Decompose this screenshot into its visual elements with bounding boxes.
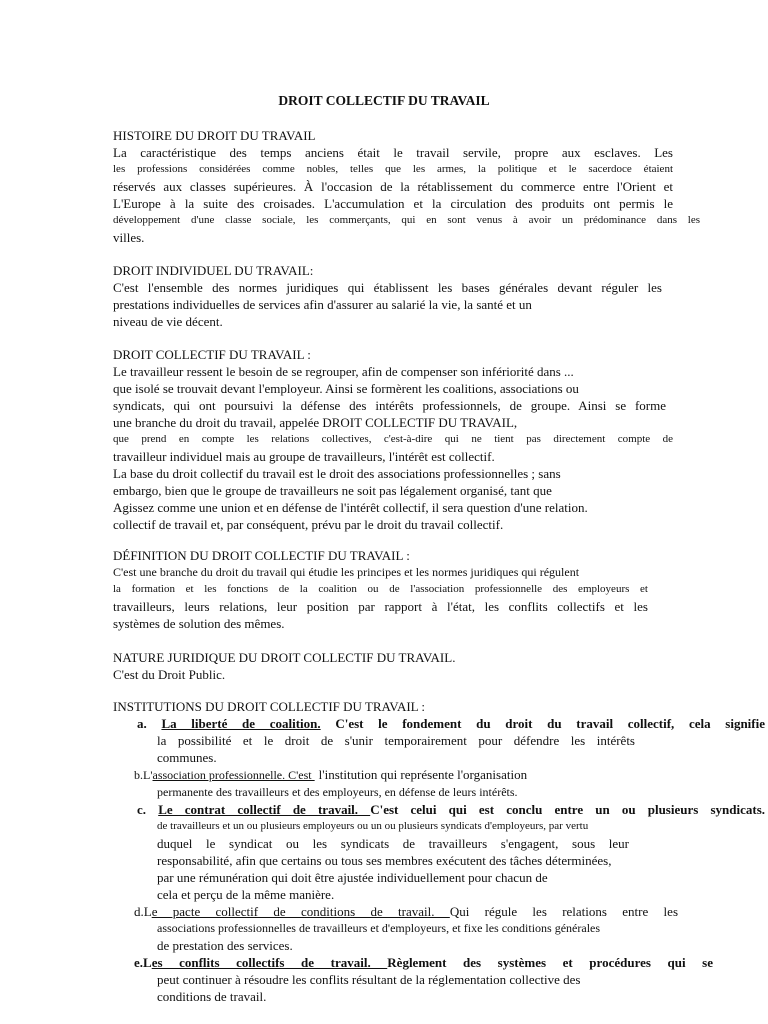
paragraph-line: L'Europe à la suite des croisades. L'accumulation et la circulation des produits ont permis le [113, 196, 673, 211]
paragraph-line: la formation et les fonctions de la coalition ou de l'association professionnelle des employeurs et [113, 583, 648, 595]
institution-item-d [113, 903, 763, 954]
document-title: DROIT COLLECTIF DU TRAVAIL [278, 93, 490, 108]
paragraph-line: La caractéristique des temps anciens était le travail servile, propre aux esclaves. Les [113, 145, 673, 160]
paragraph-line: duquel le syndicat ou les syndicats de travailleurs s'engagent, sous leur [157, 836, 629, 851]
paragraph-line: prestations individuelles de services afin d'assurer au salarié la vie, la santé et un [113, 297, 532, 312]
paragraph-line: de prestation des services. [157, 938, 293, 953]
paragraph-line: permanente des travailleurs et des employeurs, en défense de leurs intérêts. [157, 785, 518, 799]
paragraph-line: systèmes de solution des mêmes. [113, 616, 285, 631]
item-lead-line [113, 766, 763, 784]
section-definition [113, 547, 673, 632]
paragraph-line: associations professionnelles de travailleurs et d'employeurs, et fixe les conditions générales [157, 921, 601, 935]
paragraph-line: de travailleurs et un ou plusieurs employeurs ou un ou plusieurs syndicats d'employeurs, par vertu [157, 820, 589, 832]
item-marker: c. [137, 802, 147, 817]
item-term: es conflits collectifs de travail. [151, 955, 388, 970]
item-marker: a. [137, 716, 147, 731]
paragraph-line: que prend en compte les relations collectives, c'est-à-dire qui ne tient pas directement compte de [113, 433, 673, 445]
paragraph-line: communes. [157, 750, 217, 765]
item-text: C'est celui qui est conclu entre un ou plusieurs syndicats. [370, 802, 766, 817]
paragraph-line: niveau de vie décent. [113, 314, 223, 329]
item-marker: b.L' [134, 768, 153, 782]
paragraph-line: cela et perçu de la même manière. [157, 887, 335, 902]
item-marker: d.L [134, 904, 152, 919]
section-heading: HISTOIRE DU DROIT DU TRAVAIL [113, 128, 316, 143]
paragraph-line: une branche du droit du travail, appelée DROIT COLLECTIF DU TRAVAIL, [113, 415, 518, 430]
institution-item-e [113, 954, 763, 1005]
item-lead-line [113, 954, 713, 971]
item-lead-line [113, 801, 765, 818]
item-term: e pacte collectif de conditions de travail. [151, 904, 450, 919]
item-term: Le contrat collectif de travail. [158, 802, 371, 817]
paragraph-line: responsabilité, afin que certains ou tous ses membres exécutent des tâches déterminées, [157, 853, 612, 868]
paragraph-line: que isolé se trouvait devant l'employeur. Ainsi se formèrent les coalitions, associations ou [113, 381, 579, 396]
paragraph-line: conditions de travail. [157, 989, 267, 1004]
item-text: l'institution qui représente l'organisation [318, 767, 528, 782]
paragraph-line: Le travailleur ressent le besoin de se regrouper, afin de compenser son infériorité dans ... [113, 364, 574, 379]
section-heading: DÉFINITION DU DROIT COLLECTIF DU TRAVAIL : [113, 548, 410, 563]
section-collectif [113, 346, 673, 533]
paragraph-line: par une rémunération qui doit être ajustée individuellement pour chacun de [157, 870, 548, 885]
paragraph-line: la possibilité et le droit de s'unir temporairement pour défendre les intérêts [157, 733, 635, 748]
section-heading: DROIT INDIVIDUEL DU TRAVAIL: [113, 263, 314, 278]
item-text: Qui régule les relations entre les [449, 904, 678, 919]
paragraph-line: Agissez comme une union et en défense de l'intérêt collectif, il sera question d'une relation. [113, 500, 588, 515]
item-text: C'est le fondement du droit du travail collectif, cela signifie [320, 716, 766, 731]
section-histoire [113, 127, 700, 246]
paragraph-line: travailleurs, leurs relations, leur position par rapport à l'état, les conflits collectifs et les [113, 599, 648, 614]
paragraph-line: syndicats, qui ont poursuivi la défense des intérêts professionnels, de groupe. Ainsi se forme [113, 398, 666, 413]
paragraph-line: C'est une branche du droit du travail qui étudie les principes et les normes juridiques qui régulent [113, 565, 580, 579]
paragraph-line: travailleur individuel mais au groupe de travailleurs, l'intérêt est collectif. [113, 449, 495, 464]
paragraph-line: C'est l'ensemble des normes juridiques qui établissent les bases générales devant réguler les [113, 280, 662, 295]
section-individuel [113, 262, 673, 330]
item-term: association professionnelle. C'est [152, 768, 315, 782]
section-nature [113, 649, 673, 683]
item-term: La liberté de coalition. [161, 716, 321, 731]
institution-item-c [113, 801, 766, 903]
institution-item-b [113, 766, 763, 801]
paragraph-line: les professions considérées comme nobles, telles que les armes, la politique et le sacerdoce étaient [113, 163, 673, 175]
paragraph-line: développement d'une classe sociale, les commerçants, qui en sont venus à avoir un prédominance dans les [113, 214, 700, 226]
paragraph-line: La base du droit collectif du travail est le droit des associations professionnelles ; sans [113, 466, 561, 481]
section-institutions [113, 698, 766, 1005]
paragraph-line: C'est du Droit Public. [113, 667, 226, 682]
item-text: Règlement des systèmes et procédures qui se [387, 955, 713, 970]
section-heading: INSTITUTIONS DU DROIT COLLECTIF DU TRAVAIL : [113, 699, 425, 714]
item-marker: e.L [134, 955, 152, 970]
paragraph-line: villes. [113, 230, 145, 245]
paragraph-line: embargo, bien que le groupe de travailleurs ne soit pas légalement organisé, tant que [113, 483, 552, 498]
paragraph-line: réservés aux classes supérieures. À l'occasion de la rétablissement du commerce entre l'Orient et [113, 179, 673, 194]
paragraph-line: collectif de travail et, par conséquent, prévu par le droit du travail collectif. [113, 517, 504, 532]
item-lead-line [113, 903, 678, 920]
section-heading: DROIT COLLECTIF DU TRAVAIL : [113, 347, 311, 362]
item-lead-line [113, 715, 765, 732]
paragraph-line: peut continuer à résoudre les conflits résultant de la réglementation collective des [157, 972, 581, 987]
section-heading: NATURE JURIDIQUE DU DROIT COLLECTIF DU TRAVAIL. [113, 650, 456, 665]
institution-item-a [113, 715, 766, 766]
